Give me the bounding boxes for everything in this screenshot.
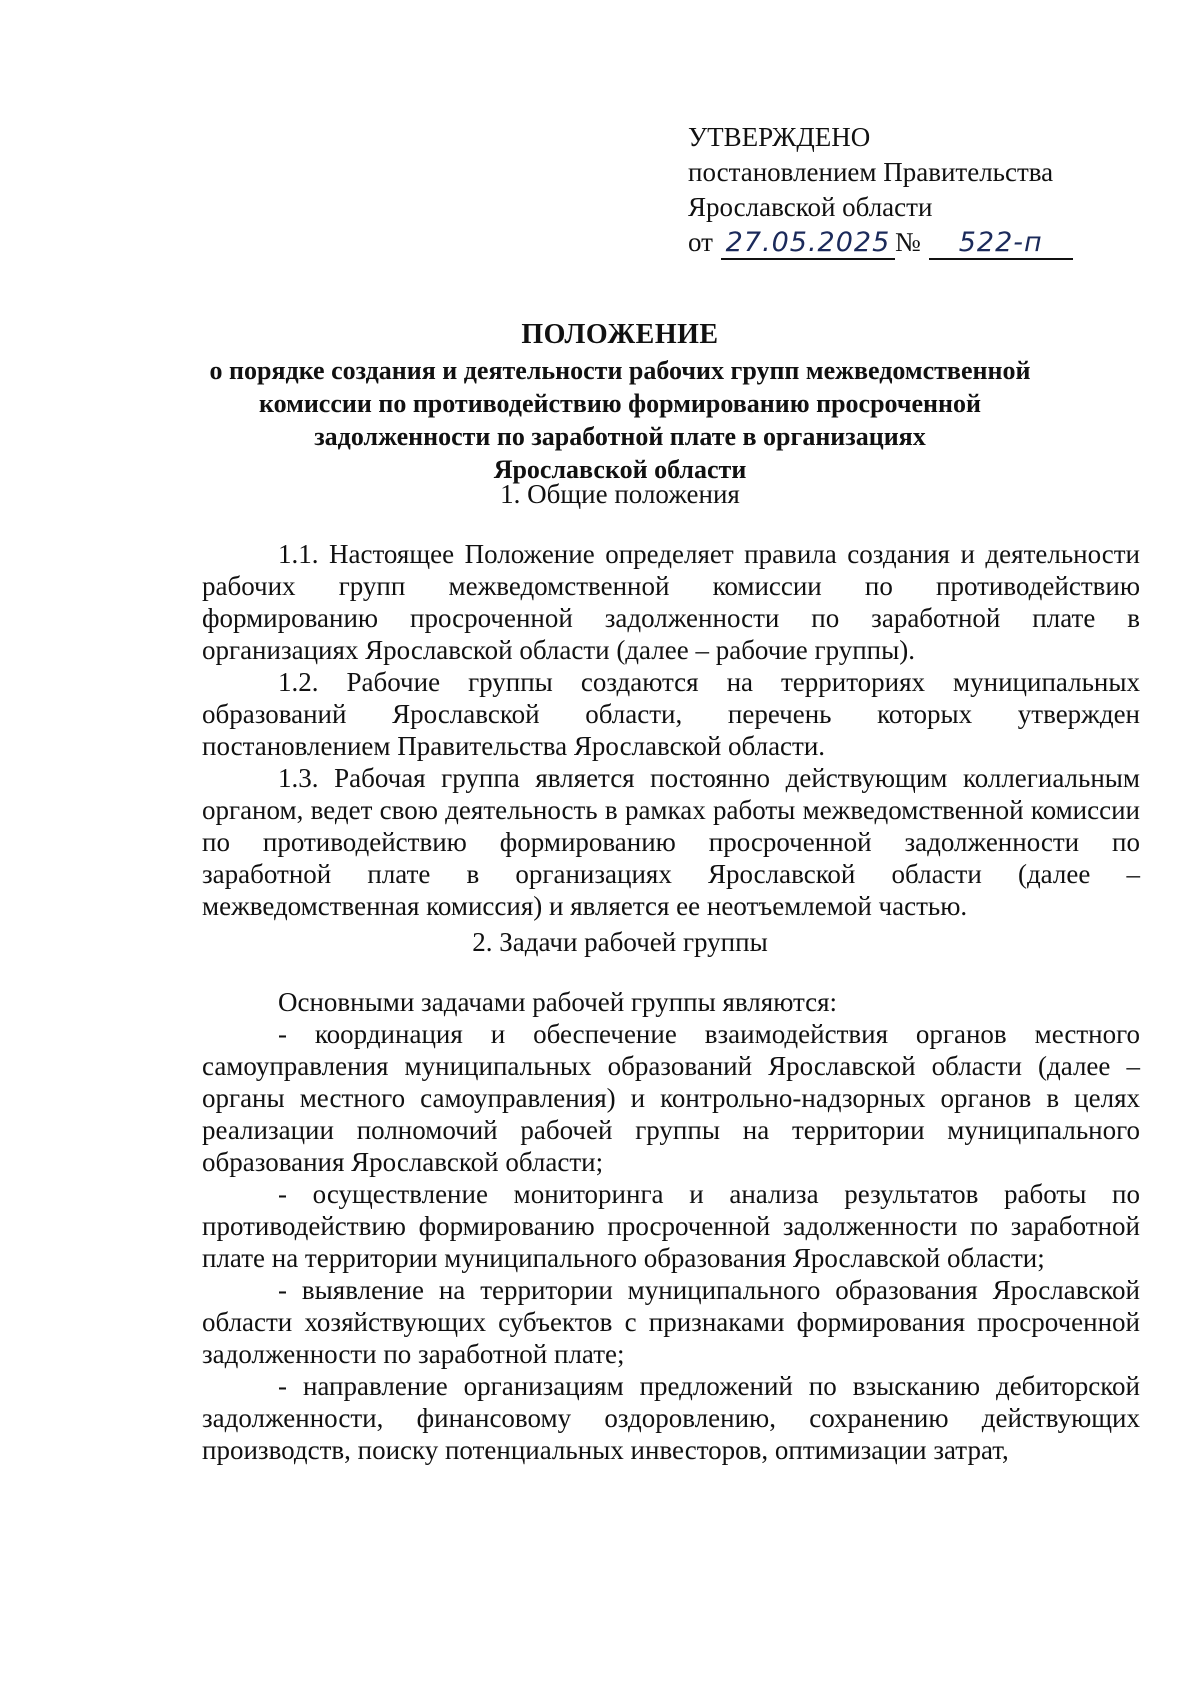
task-item-2: - осуществление мониторинга и анализа результатов работы по противодействию формированию просроченной задолженности по заработной плате на территории муниципального образования Ярославской области; [202,1179,1140,1273]
date-prefix: от [688,227,713,257]
section-1-heading: 1. Общие положения [500,479,740,509]
approval-line-2: Ярославской области [688,192,933,222]
approval-block [688,120,1108,260]
section-1-body [202,538,1140,922]
title-line-1: о порядке создания и деятельности рабочих групп межведомственной [209,356,1031,385]
approval-line-1: постановлением Правительства [688,157,1054,187]
section-2-body [202,986,1140,1466]
task-item-3: - выявление на территории муниципального образования Ярославской области хозяйствующих субъектов с признаками формирования просроченной задолженности по заработной плате; [202,1275,1140,1369]
approval-date-number-row [688,225,1108,260]
approval-heading: УТВЕРЖДЕНО [688,122,871,152]
section-2-heading: 2. Задачи рабочей группы [472,927,768,957]
title-line-3: задолженности по заработной плате в организациях [314,422,926,451]
task-item-4: - направление организациям предложений по взысканию дебиторской задолженности, финансовому оздоровлению, сохранению действующих производств, поиску потенциальных инвесторов, оптимизации затрат, [202,1371,1140,1465]
title-line-2: комиссии по противодействию формированию просроченной [258,389,982,418]
number-sign: № [894,227,921,257]
paragraph-1-2: 1.2. Рабочие группы создаются на территориях муниципальных образований Ярославской области, перечень которых утвержден постановлением Правительства Ярославской области. [202,667,1140,761]
section-2-intro: Основными задачами рабочей группы являются: [278,987,838,1017]
paragraph-1-1: 1.1. Настоящее Положение определяет правила создания и деятельности рабочих групп межведомственной комиссии по противодействию формированию просроченной задолженности по заработной плате в организациях Ярославской области (далее – рабочие группы). [202,539,1140,665]
paragraph-1-3: 1.3. Рабочая группа является постоянно действующим коллегиальным органом, ведет свою деятельность в рамках работы межведомственной комиссии по противодействию формированию просроченной задолженности по заработной плате в организациях Ярославской области (далее – межведомственная комиссия) и является ее неотъемлемой частью. [202,763,1140,921]
handwritten-number: 522-п [929,228,1073,260]
document-type: ПОЛОЖЕНИЕ [521,319,719,350]
title-line-4: Ярославской области [493,455,747,484]
document-title [180,318,1060,486]
task-item-1: - координация и обеспечение взаимодействия органов местного самоуправления муниципальных образований Ярославской области (далее – органы местного самоуправления) и контрольно-надзорных органов в целях реализации полномочий рабочей группы на территории муниципального образования Ярославской области; [202,1019,1140,1177]
handwritten-date: 27.05.2025 [721,228,895,260]
